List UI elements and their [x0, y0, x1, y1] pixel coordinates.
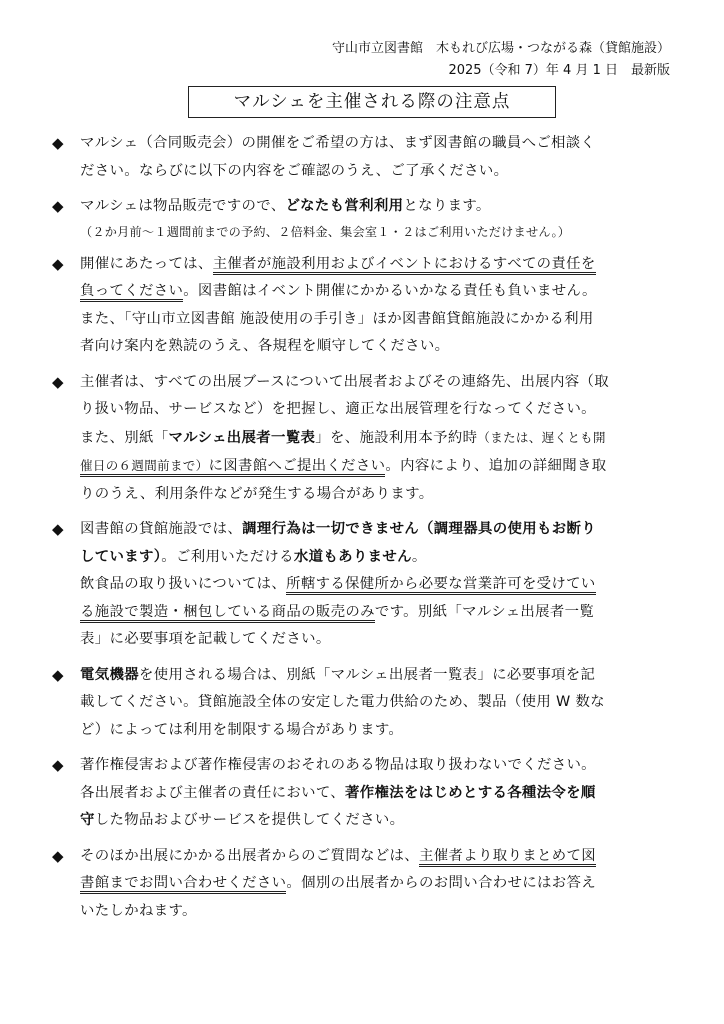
diamond-bullet-icon: ◆ — [52, 846, 64, 865]
text-span: 各出展者および主催者の責任において、 — [80, 784, 346, 801]
text-span: 。内容により、追加の詳細聞き取 — [385, 458, 607, 474]
notice-line — [80, 278, 682, 306]
underlined-text: 主催者より取りまとめて図 — [419, 848, 596, 867]
diamond-bullet-icon: ◆ — [52, 756, 64, 774]
bold-text: どなたも営利利用 — [285, 198, 404, 214]
notice-line — [80, 599, 682, 627]
text-span: 。図書館はイベント開催にかかるいかなる責任も負いません。 — [183, 283, 597, 299]
underlined-text: 負ってください — [80, 283, 183, 302]
notice-line — [80, 544, 682, 572]
underlined-text: 書館までお問い合わせください — [80, 875, 286, 894]
text-span: 図書館の貸館施設では、 — [80, 521, 243, 537]
small-text: （または、遅くとも開 — [477, 429, 606, 445]
diamond-bullet-icon: ◆ — [52, 520, 64, 538]
underlined-text: る施設で製造・梱包している商品の販売のみ — [80, 604, 375, 623]
text-span: そのほか出展にかかる出展者からのご質問などは、 — [80, 847, 420, 864]
notice-subnote: （２か月前～１週間前までの予約、２倍料金、集会室１・２はご利用いただけません。） — [80, 224, 571, 239]
notice-item-electrical — [52, 662, 682, 745]
notice-line: また、「守山市立図書館 施設使用の手引き」ほか図書館貸館施設にかかる利用 — [80, 310, 594, 327]
text-span: 。個別の出展者からのお問い合わせにはお答え — [286, 875, 596, 891]
text-span: 。 — [411, 548, 427, 565]
diamond-bullet-icon: ◆ — [52, 254, 64, 273]
notice-item-inquiries — [52, 843, 682, 926]
notice-line: マルシェ（合同販売会）の開催をご希望の方は、まず図書館の職員へご相談く — [80, 135, 596, 151]
bold-text: 水道もありません — [293, 548, 412, 565]
header-facility: 守山市立図書館 木もれび広場・つながる森（貸館施設） — [331, 41, 670, 56]
text-span: 」を、施設利用本予約時 — [315, 429, 478, 446]
diamond-bullet-icon: ◆ — [52, 372, 64, 391]
notice-line — [80, 807, 682, 835]
underlined-text: 所轄する保健所から必要な営業許可を受けてい — [286, 576, 596, 595]
notice-line: ど）によっては利用を制限する場合があります。 — [80, 721, 404, 738]
notice-line — [80, 662, 682, 690]
notice-line — [80, 516, 682, 544]
notice-line — [80, 870, 682, 898]
notice-item-responsibility — [52, 251, 682, 361]
diamond-bullet-icon: ◆ — [52, 665, 64, 684]
notice-line — [80, 843, 682, 871]
notice-line: 表」に必要事項を記載してください。 — [80, 631, 331, 647]
notice-line — [80, 571, 682, 599]
notice-line: ださい。ならびに以下の内容をご確認のうえ、ご了承ください。 — [80, 162, 509, 179]
text-span: した物品およびサービスを提供してください。 — [94, 812, 405, 828]
text-span: です。別紙「マルシェ出展者一覧 — [374, 603, 595, 620]
diamond-bullet-icon: ◆ — [52, 134, 64, 152]
bold-text: マルシェ出展者一覧表 — [168, 429, 316, 446]
notice-line: いたしかねます。 — [80, 902, 197, 919]
text-span: また、別紙「 — [80, 429, 169, 446]
document-header — [332, 38, 670, 82]
page-title: マルシェを主催される際の注意点 — [188, 86, 556, 118]
text-span: 飲食品の取り扱いについては、 — [80, 576, 287, 592]
text-span: となります。 — [403, 198, 491, 214]
notice-item-commercial-use — [52, 193, 682, 243]
bold-text: 電気機器 — [80, 666, 139, 683]
notice-line — [80, 452, 682, 481]
notice-list — [52, 130, 682, 933]
notice-item-copyright — [52, 752, 682, 835]
notice-line: りのうえ、利用条件などが発生する場合があります。 — [80, 485, 434, 502]
notice-item-exhibitor-management — [52, 369, 682, 509]
text-span: 。ご利用いただける — [161, 548, 294, 565]
notice-line — [80, 193, 682, 221]
notice-line — [80, 251, 682, 279]
header-date: 2025（令和 7）年 4 月 1 日 最新版 — [448, 63, 670, 78]
underlined-text: に図書館へご提出ください — [208, 458, 386, 474]
notice-line: 著作権侵害および著作権侵害のおそれのある物品は取り扱わないでください。 — [80, 757, 596, 773]
notice-line: 主催者は、すべての出展ブースについて出展者およびその連絡先、出展内容（取 — [80, 373, 609, 390]
notice-line — [80, 424, 682, 453]
notice-line: り扱い物品、サービスなど）を把握し、適正な出展管理を行なってください。 — [80, 401, 596, 417]
diamond-bullet-icon: ◆ — [52, 197, 64, 215]
text-span: を使用される場合は、別紙「マルシェ出展者一覧表」に必要事項を記 — [138, 666, 596, 683]
bold-text: しています） — [80, 548, 162, 565]
notice-line — [80, 780, 682, 808]
notice-line: 者向け案内を熟読のうえ、各規程を順守してください。 — [80, 338, 450, 354]
text-span: 開催にあたっては、 — [80, 255, 213, 272]
small-underlined-text: 催日の６週間前まで） — [80, 458, 209, 473]
bold-text: 著作権法をはじめとする各種法令を順 — [345, 784, 596, 801]
text-span: マルシェは物品販売ですので、 — [80, 198, 286, 214]
notice-item-consultation — [52, 130, 682, 185]
bold-text: 守 — [80, 812, 95, 828]
bold-text: 調理行為は一切できません（調理器具の使用もお断り — [242, 521, 596, 537]
notice-item-cooking-food — [52, 516, 682, 654]
notice-line: 載してください。貸館施設全体の安定した電力供給のため、製品（使用 W 数な — [80, 694, 606, 710]
underlined-text: 主催者が施設利用およびイベントにおけるすべての責任を — [213, 256, 596, 275]
